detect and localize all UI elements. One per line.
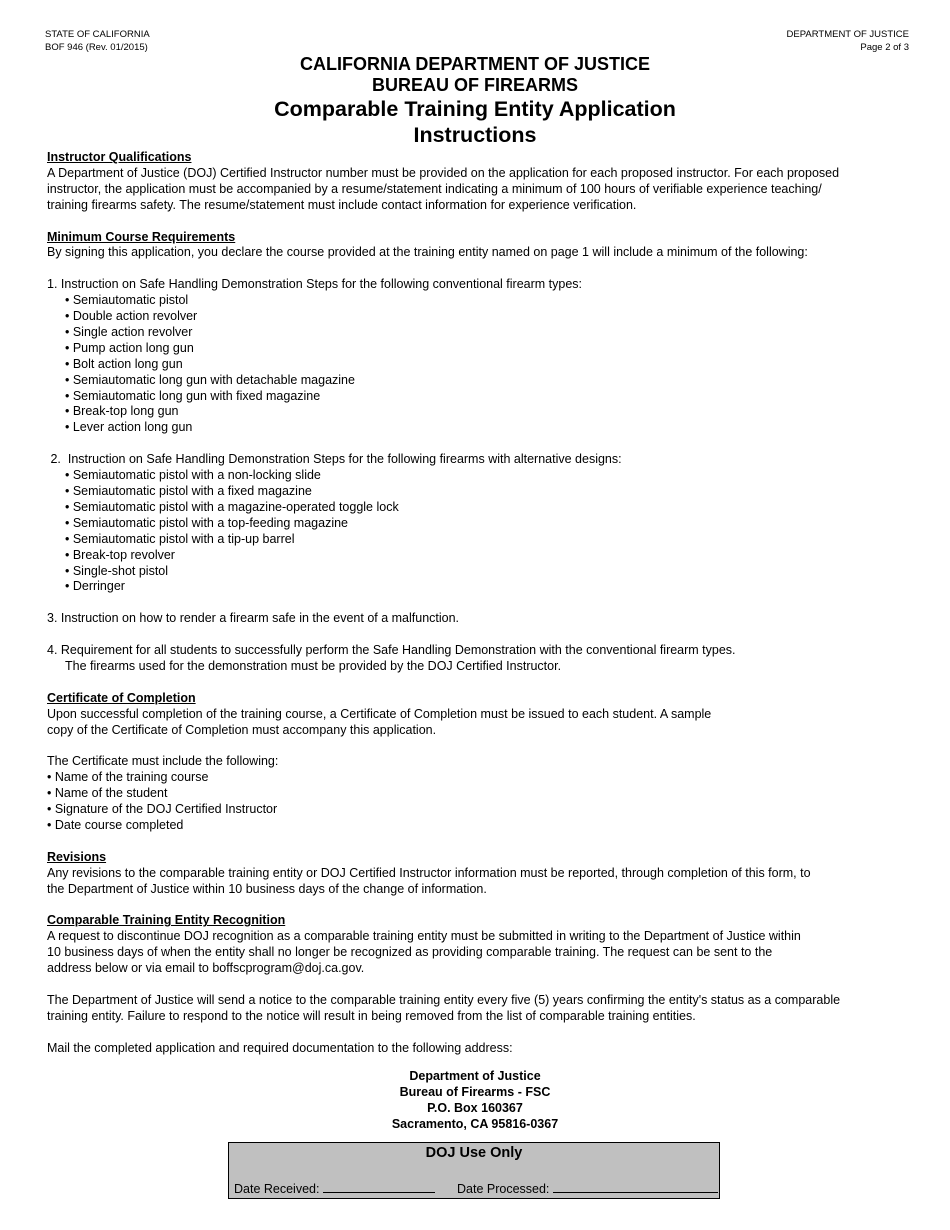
min-course-heading: Minimum Course Requirements (47, 229, 236, 244)
title-instructions: Instructions (413, 123, 537, 147)
list-item: • Lever action long gun (65, 420, 193, 435)
page-number: Page 2 of 3 (860, 42, 909, 53)
list-item: • Derringer (65, 579, 125, 594)
list-item: • Semiautomatic pistol with a top-feeding magazine (65, 515, 348, 530)
document-titles (0, 54, 950, 148)
list-item: • Semiautomatic pistol with a tip-up barrel (65, 531, 295, 546)
address-line: P.O. Box 160367 (427, 1100, 523, 1115)
course-item-2: 2. Instruction on Safe Handling Demonstration Steps for the following firearms with alternative designs: (47, 452, 622, 467)
list-item: • Break-top revolver (65, 547, 175, 562)
list-item: • Semiautomatic pistol with a magazine-operated toggle lock (65, 499, 399, 514)
department-label: DEPARTMENT OF JUSTICE (786, 29, 909, 40)
course-item-3: 3. Instruction on how to render a firearm safe in the event of a malfunction. (47, 611, 460, 626)
list-item: • Date course completed (47, 817, 184, 832)
notice-text-line: The Department of Justice will send a notice to the comparable training entity every five (5) years confirming the entity's status as a comparable (47, 992, 841, 1007)
revisions-text-line: Any revisions to the comparable training entity or DOJ Certified Instructor information must be reported, through completion of this form, to (47, 865, 811, 880)
course-item-4-continued: The firearms used for the demonstration must be provided by the DOJ Certified Instructor. (65, 658, 562, 673)
instructor-text-line: A Department of Justice (DOJ) Certified Instructor number must be provided on the application for each proposed instructor. For each proposed (47, 165, 840, 180)
revisions-heading: Revisions (47, 849, 107, 864)
doj-use-only-box (228, 1142, 720, 1199)
certificate-text-line: Upon successful completion of the training course, a Certificate of Completion must be issued to each student. A sample (47, 706, 712, 721)
list-item: • Name of the student (47, 786, 168, 801)
revisions-text-line: the Department of Justice within 10 business days of the change of information. (47, 881, 487, 896)
date-processed-label: Date Processed: (457, 1182, 550, 1196)
list-item: • Pump action long gun (65, 340, 194, 355)
list-item: • Signature of the DOJ Certified Instructor (47, 802, 278, 817)
title-application: Comparable Training Entity Application (274, 97, 676, 121)
list-item: • Break-top long gun (65, 404, 179, 419)
certificate-text-line: copy of the Certificate of Completion must accompany this application. (47, 722, 437, 737)
recognition-heading: Comparable Training Entity Recognition (47, 913, 286, 928)
form-number: BOF 946 (Rev. 01/2015) (45, 42, 148, 53)
title-department: CALIFORNIA DEPARTMENT OF JUSTICE (300, 54, 650, 74)
list-item: • Semiautomatic pistol with a fixed magazine (65, 483, 312, 498)
date-processed-input[interactable] (553, 1181, 718, 1193)
address-line: Bureau of Firearms - FSC (399, 1084, 551, 1099)
course-item-4: 4. Requirement for all students to successfully perform the Safe Handling Demonstration with the conventional firearm types. (47, 643, 736, 658)
instructor-text-line: training firearms safety. The resume/statement must include contact information for experience verification. (47, 197, 637, 212)
list-item: • Single-shot pistol (65, 563, 169, 578)
date-processed-field (457, 1181, 718, 1196)
min-course-intro: By signing this application, you declare the course provided at the training entity named on page 1 will include a minimum of the following: (47, 245, 808, 260)
instructor-text-line: instructor, the application must be accompanied by a resume/statement indicating a minimum of 100 hours of verifiable experience teaching/ (47, 181, 822, 196)
list-item: • Semiautomatic pistol (65, 293, 189, 308)
course-item-1: 1. Instruction on Safe Handling Demonstration Steps for the following conventional firearm types: (47, 277, 583, 292)
form-header-right (787, 28, 909, 54)
notice-text-line: training entity. Failure to respond to the notice will result in being removed from the list of comparable training entities. (47, 1008, 696, 1023)
instructions-body (47, 150, 907, 1056)
address-line: Department of Justice (409, 1069, 541, 1083)
recognition-text-line: 10 business days of when the entity shall no longer be recognized as providing comparable training. The request can be sent to the (47, 945, 773, 960)
mail-instruction: Mail the completed application and required documentation to the following address: (47, 1040, 513, 1055)
date-received-field (234, 1181, 435, 1196)
list-item: • Semiautomatic pistol with a non-locking slide (65, 468, 321, 483)
date-received-input[interactable] (323, 1181, 435, 1193)
certificate-must-include: The Certificate must include the following: (47, 754, 279, 769)
list-item: • Single action revolver (65, 324, 193, 339)
list-item: • Semiautomatic long gun with fixed magazine (65, 388, 321, 403)
list-item: • Bolt action long gun (65, 356, 183, 371)
state-label: STATE OF CALIFORNIA (45, 29, 150, 40)
date-received-label: Date Received: (234, 1182, 320, 1196)
instructor-heading: Instructor Qualifications (47, 150, 192, 164)
recognition-text-line: address below or via email to boffscprogram@doj.ca.gov. (47, 961, 365, 976)
doj-use-only-title: DOJ Use Only (425, 1145, 523, 1161)
mailing-address (0, 1069, 950, 1133)
address-line: Sacramento, CA 95816-0367 (391, 1116, 559, 1131)
recognition-text-line: A request to discontinue DOJ recognition as a comparable training entity must be submitted in writing to the Department of Justice within (47, 929, 801, 944)
list-item: • Double action revolver (65, 309, 198, 324)
list-item: • Semiautomatic long gun with detachable magazine (65, 372, 355, 387)
title-bureau: BUREAU OF FIREARMS (372, 75, 578, 95)
form-header-left (45, 28, 150, 54)
list-item: • Name of the training course (47, 770, 209, 785)
certificate-heading: Certificate of Completion (47, 690, 196, 705)
